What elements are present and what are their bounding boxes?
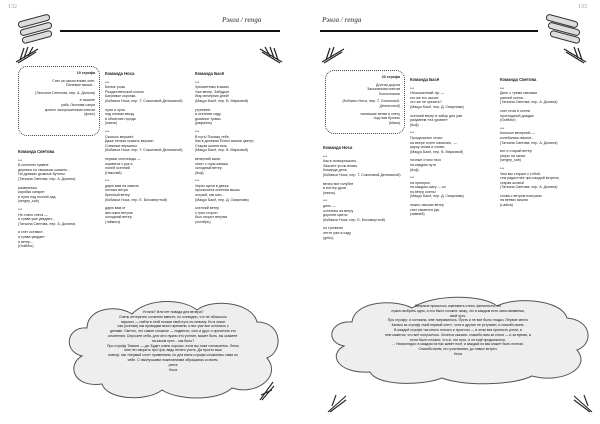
verse-block: первые снегопады — кормятся с рук я полей осенний (Николай) <box>105 156 141 175</box>
fern-icon <box>258 380 276 402</box>
verse-box-20 <box>325 70 405 134</box>
verse-block: вечер все голубее в костер дров (наиль) <box>323 181 354 195</box>
column-team-baseo <box>195 72 285 229</box>
verse-block: *** В осеннем тумане деревья ты сможешь сказать... На древках дымные бутоны. (Татьяна Светова, пер. А. Долина) <box>18 158 76 181</box>
fern-icon <box>572 392 594 414</box>
cloud-comment-left: Устали? Или нет повода для вечера? Очень интересно сочинять вместе, но очевидно, что не обошлось нарочно — найти в этой поэзии свой путь по-новому. Но в сезон чая (осенью) мы проводим много времени, и вот уже все остались с делами. Светло, что самое сложное — подвести, хоть и друг, и прочитать его сочинения. Спросите себя, для чего нужно это учение, может быть, вы скажете: на каком пути... как быть? Про строфу Томони — да. Будет очень хорошо, если вы тоже согласитесь. Легко мне не говорить про Цзи, ведь нечего учить. Да просто ваш повтор, мы «первый слог» применяем, но для меня строфа сложилась сама по себе. С наилучшими пожеланиями обращаюсь ко всем. рэнга Носа <box>107 310 239 372</box>
column-team-baseo <box>410 78 498 221</box>
verse-block: осенний вечер в забор для уже разумеем «на уровне» (ikuji) <box>410 113 463 127</box>
verse-block: (Кобаяси Носа, пер. Т. Соколовой-Делюсиной) <box>342 99 400 108</box>
verse-block: вот и старый ветер узоры на окнах (sergey_sub) <box>500 149 532 163</box>
verse-block: *** День с тремя свечами ранней осени... (Татьяна Светова, пер. А. Долина) <box>500 86 558 105</box>
cloud-comment-right: Впервые пришлось оценивать стихи, финалисты, но нужно выбрать одно, и это было сложно: вижу, что в каждом есть своя изюминка, свой путь. Про строфу: я согласна, мне понравилось. Пусть и не все было гладко. Первое место Канэко за строфу «мой первый снег», хотя и другие не уступают, и спасибо всем. В каждой строфе так много тонкого и простого — в этом вся прелесть рэнги, и мне кажется, что всё получилось. Хочется сказать: спасибо вам за стихи — и за время, а если было сложно, что ж, это путь, и он ещё продолжится. ... Напоследок: в каждом из нас живет поэт, и каждый из вас может быть поэтом. Спасибо всем, кто участвовал, до новых встреч. Носа <box>385 304 531 356</box>
page-number-right: 133 <box>578 4 587 10</box>
verse-block: *** Прощальные стихи на веере хотел написать, — кружу снова и снова. (Мацуо Басё, пер. В. Марковой) <box>410 131 464 154</box>
header-rule <box>320 30 538 32</box>
verse-block: *** день — остались на ветру дорогие цветы (Кобаяси Носа, пер. Е. Бессмертной) <box>323 199 385 222</box>
column-team-svetova <box>18 150 103 253</box>
verse-block: снег стою в осени прохладный дождик (GrafMur) <box>500 108 534 123</box>
page-title-right: Рэнга / renga <box>322 16 362 24</box>
verse-block: в тишине рябь Леонова озера кропит запорошенным снегом (фокс) <box>44 98 95 117</box>
verse-block: Снег за окном вновь снег. Палевые мыши... <box>52 78 95 88</box>
verse-block: осенний ветер с трех сторон был открыт ветрам (октябрь) <box>195 206 227 225</box>
team-header: Команда Басё <box>410 77 440 82</box>
verse-block: *** Колокол вечерний — колебались вишни... (Татьяна Светова, пер. А. Долина) <box>500 126 558 145</box>
verse-block: снова с ветром поиграли на ветвях вишни (Ladiva) <box>500 193 542 208</box>
verse-block: по тропинке летят уже в саду (gribo) <box>323 226 352 240</box>
page-title-left: Рэнга / renga <box>222 16 262 24</box>
page-number-left: 132 <box>8 4 17 10</box>
team-header: Команда Басё <box>195 71 225 76</box>
team-header: Команда Светова <box>500 77 537 82</box>
fern-icon <box>326 392 348 414</box>
verse-block: ночные стихи тихо на каждом пути (ikuji) <box>410 158 442 172</box>
verse-block: нежно ласкаю ветер снег касается рук. (зимний) <box>410 203 444 217</box>
column-team-nosa <box>323 146 408 244</box>
team-header: Команда Носа <box>105 71 135 76</box>
verse-block: утренние в осеннем саду дыхание травы (рафаэль) <box>195 107 221 126</box>
column-team-nosa <box>105 72 190 229</box>
team-header: Команда Носа <box>323 145 353 150</box>
scroll-icon <box>542 12 586 46</box>
verse-block: *** В путь! Покажу тебе, Как в далеком Ёсино вишни цветут, Старая шляпа моя. (Мацуо Басё, пер. В. Марковой) <box>195 129 255 153</box>
verse-block: 19 строфа <box>76 71 95 75</box>
verse-block: *** Сколько вершин! Даже нельзя сказать вершин Снежные вершины. (Кобаяси Носа, пер. Т. Соколовой-Делюсиной) <box>105 129 183 153</box>
verse-block: луна и луна под огнями звезд в объятиях города (наиль) <box>105 107 136 126</box>
verse-block: и снег оставил и трава увядает и ветер... (GrafMur) <box>18 230 45 249</box>
fern-icon <box>14 46 40 64</box>
verse-block: поникшие ветви в снегу под ним бутоны (Masa) <box>360 111 400 125</box>
verse-block: дарю вам от жестоких ветров холодный ветер (тайкиоз) <box>105 206 133 225</box>
scroll-icon <box>14 12 58 46</box>
verse-block: *** Нескошенный луг — кто же его скосит, что же не срезать? (Мацуо Басё, пер. Д. Смирнова) <box>410 86 464 109</box>
verse-block: 20 строфа <box>381 75 400 79</box>
fern-icon <box>258 46 284 64</box>
verse-block: *** Белые розы Рождественской ночью Багряные коронки. (Кобаяси Носа, пер. Т. Соколовой-Делюсиной) <box>105 80 183 103</box>
header-rule <box>60 30 280 32</box>
team-header: Команда Светова <box>18 149 55 154</box>
verse-block: развеялись коробки сигарет и луна под ночной сад (sergey_sub) <box>18 185 56 204</box>
verse-block: *** Через щели в дверь проскочила осенняя мышь острый, как меч... (Мацуо Басё, пер. Д. Смирнова) <box>195 179 249 202</box>
verse-block: *** Как в скоморошьем, Зажгите уголь вновь. Команда день. (Кобаяси Носа, пер. Т. Соколовой-Делюсиной) <box>323 154 401 177</box>
verse-block: *** Чем мы старше с тобой, тем радостнее при каждой встрече, старая шляпа! (Татьяна Светова, пер. А. Долина) <box>500 166 560 190</box>
verse-block: Долгая дорога Засыпанная снегом Колокольчик <box>367 82 400 96</box>
verse-block: (Татьяна Светова, пер. А. Долина) <box>34 90 95 95</box>
verse-block: *** на пригорке, на каждом шагу — ох по ветру осень! (Мацуо Басё, пер. Д. Смирнова) <box>410 176 464 199</box>
fern-icon <box>320 46 346 64</box>
column-team-svetova <box>500 78 590 212</box>
verse-block: *** дарю вам на память ночные ветра бренный ветер (Кобаяси Носа, пер. Е. Бессмертной) <box>105 179 167 202</box>
verse-block: вечерний закат гонит с горы камыш холодный ветер (ikuji) <box>195 156 229 175</box>
verse-box-19 <box>18 66 100 136</box>
fern-icon <box>562 46 588 64</box>
verse-block: *** Хризантемы в вазах. Уже вечер. Забудьте Жар вечерних дней! (Мацуо Басё, пер. В. Марковой) <box>195 80 249 103</box>
verse-block: *** Не стало снега — а трава уже увядает... (Татьяна Светова, пер. А. Долина) <box>18 207 76 226</box>
